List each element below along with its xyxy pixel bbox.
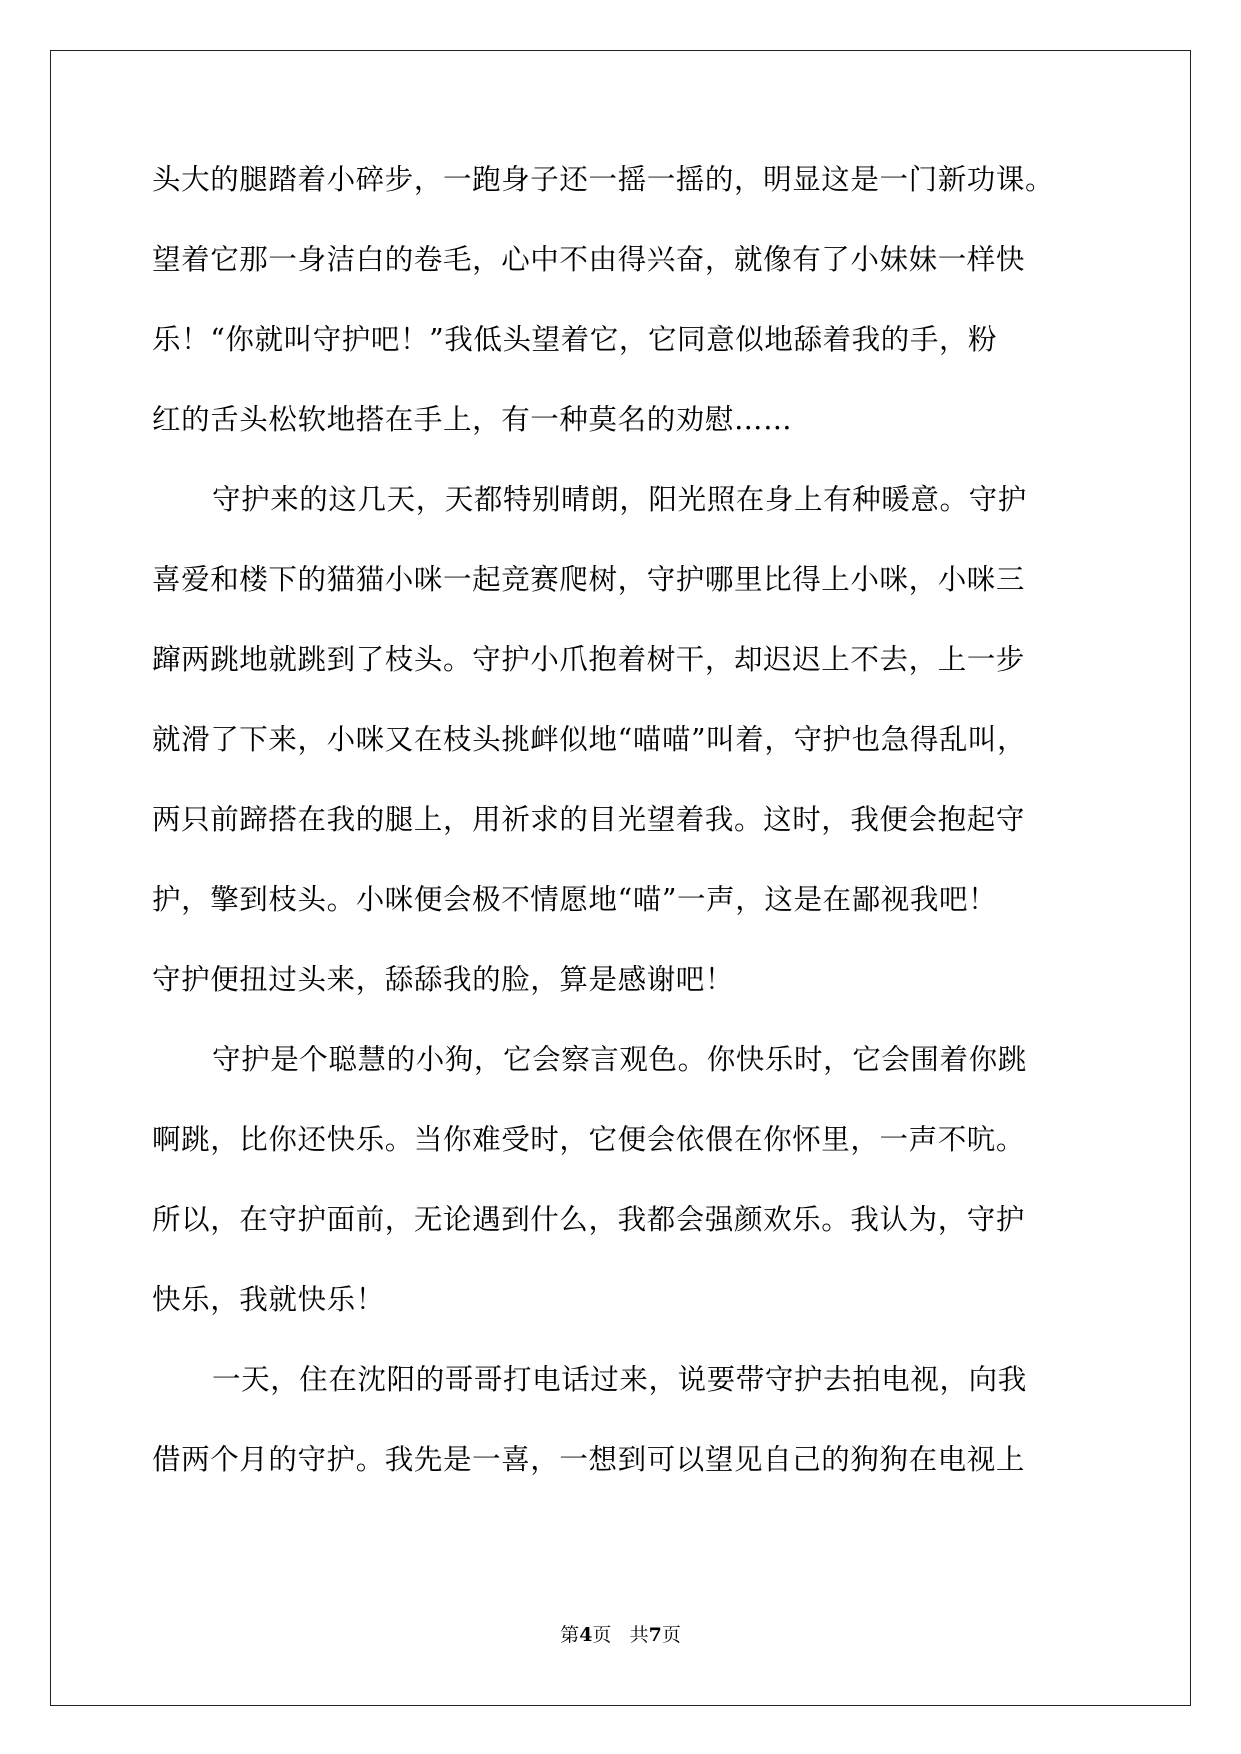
- body-text: [152, 150, 1092, 1510]
- text-line-1: 头大的腿踏着小碎步，一跑身子还一摇一摇的，明显这是一门新功课。: [152, 163, 1055, 196]
- text-line-8: 就滑了下来，小咪又在枝头挑衅似地“喵喵”叫着，守护也急得乱叫，: [152, 723, 1027, 756]
- text-line-5: 守护来的这几天，天都特别晴朗，阳光照在身上有种暖意。守护: [212, 483, 1027, 516]
- text-line-3: 乐！“你就叫守护吧！”我低头望着它，它同意似地舔着我的手，粉: [152, 323, 998, 356]
- text-line-2: 望着它那一身洁白的卷毛，心中不由得兴奋，就像有了小妹妹一样快: [152, 243, 1026, 276]
- text-line-16: 一天，住在沈阳的哥哥打电话过来，说要带守护去拍电视，向我: [212, 1363, 1027, 1396]
- footer-page-suffix: 页: [592, 1624, 612, 1646]
- text-line-13: 啊跳，比你还快乐。当你难受时，它便会依偎在你怀里，一声不吭。: [152, 1123, 1026, 1156]
- text-line-10: 护，擎到枝头。小咪便会极不情愿地“喵”一声，这是在鄙视我吧！: [152, 883, 998, 916]
- text-line-6: 喜爱和楼下的猫猫小咪一起竞赛爬树，守护哪里比得上小咪，小咪三: [152, 563, 1026, 596]
- text-line-14: 所以，在守护面前，无论遇到什么，我都会强颜欢乐。我认为，守护: [152, 1203, 1026, 1236]
- text-line-17: 借两个月的守护。我先是一喜，一想到可以望见自己的狗狗在电视上: [152, 1443, 1026, 1476]
- text-line-7: 蹿两跳地就跳到了枝头。守护小爪抱着树干，却迟迟上不去，上一步: [152, 643, 1026, 676]
- text-line-15: 快乐，我就快乐！: [152, 1283, 385, 1316]
- footer-total-suffix: 页: [661, 1624, 681, 1646]
- text-line-12: 守护是个聪慧的小狗，它会察言观色。你快乐时，它会围着你跳: [212, 1043, 1027, 1076]
- total-page-number: 7: [648, 1624, 662, 1646]
- footer-prefix: 第: [560, 1624, 580, 1646]
- footer-total-prefix: 共: [629, 1624, 649, 1646]
- text-line-4: 红的舌头松软地搭在手上，有一种莫名的劝慰……: [152, 403, 793, 436]
- text-line-11: 守护便扭过头来，舔舔我的脸，算是感谢吧！: [152, 963, 735, 996]
- page-footer: [0, 1623, 1241, 1647]
- text-line-9: 两只前蹄搭在我的腿上，用祈求的目光望着我。这时，我便会抱起守: [152, 803, 1026, 836]
- current-page-number: 4: [579, 1624, 593, 1646]
